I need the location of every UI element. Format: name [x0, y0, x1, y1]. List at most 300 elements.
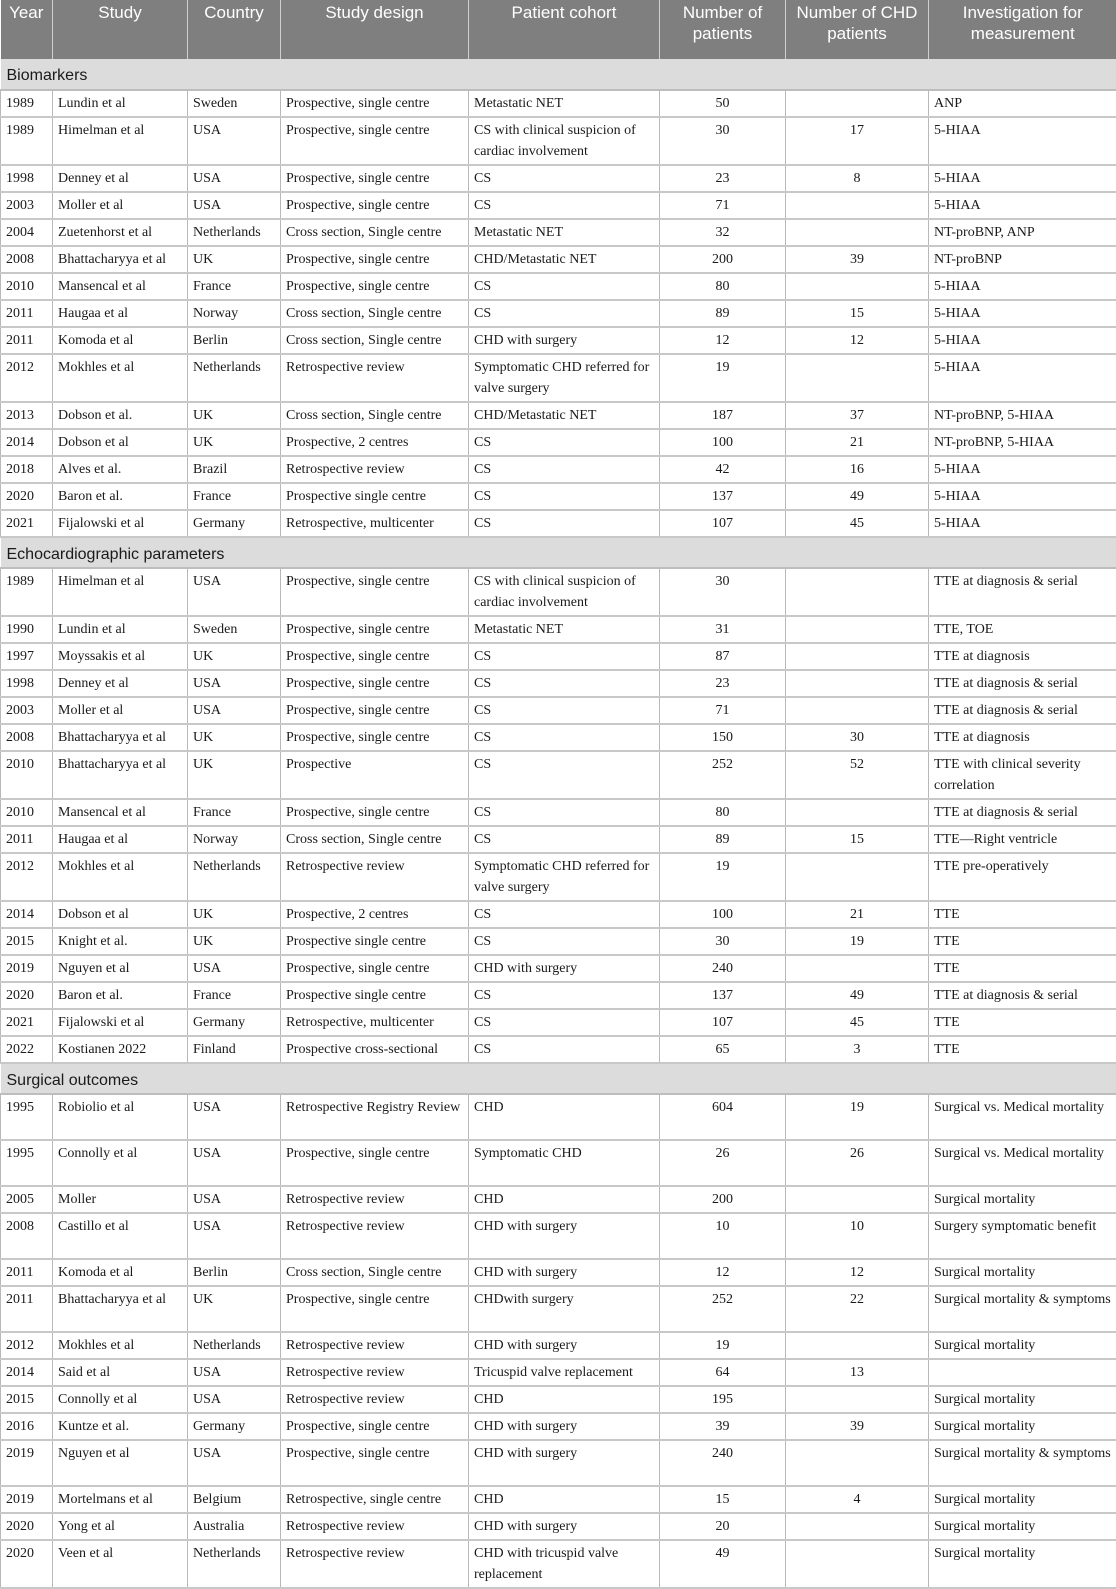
country-cell: Germany — [188, 510, 281, 537]
patients-cell: 187 — [660, 402, 786, 429]
year-cell: 2012 — [1, 1332, 53, 1359]
investigation-cell: 5-HIAA — [929, 456, 1116, 483]
patients-cell: 87 — [660, 643, 786, 670]
table-body — [1, 59, 1116, 1588]
table-row — [1, 354, 1116, 402]
study-cell: Himelman et al — [53, 117, 188, 165]
investigation-cell: Surgical vs. Medical mortality — [929, 1094, 1116, 1140]
year-cell: 1989 — [1, 117, 53, 165]
country-cell: Netherlands — [188, 1332, 281, 1359]
chd-patients-cell: 17 — [786, 117, 929, 165]
chd-patients-cell: 19 — [786, 928, 929, 955]
patients-cell: 30 — [660, 928, 786, 955]
year-cell: 1989 — [1, 568, 53, 616]
patients-cell: 20 — [660, 1513, 786, 1540]
table-row — [1, 1359, 1116, 1386]
chd-patients-cell: 19 — [786, 1094, 929, 1140]
investigation-cell: TTE at diagnosis & serial — [929, 982, 1116, 1009]
cohort-cell: CHD/Metastatic NET — [469, 246, 660, 273]
patients-cell: 49 — [660, 1540, 786, 1588]
country-cell: France — [188, 273, 281, 300]
study-cell: Lundin et al — [53, 616, 188, 643]
country-cell: USA — [188, 568, 281, 616]
table-row — [1, 853, 1116, 901]
design-cell: Prospective, single centre — [281, 670, 469, 697]
cohort-cell: CS — [469, 724, 660, 751]
investigation-cell: Surgical mortality — [929, 1332, 1116, 1359]
header-study: Study — [53, 0, 188, 59]
cohort-cell: CS with clinical suspicion of cardiac involvement — [469, 568, 660, 616]
table-row — [1, 928, 1116, 955]
table-row — [1, 1140, 1116, 1186]
year-cell: 2014 — [1, 901, 53, 928]
investigation-cell: TTE at diagnosis & serial — [929, 799, 1116, 826]
year-cell: 2011 — [1, 826, 53, 853]
country-cell: UK — [188, 928, 281, 955]
section-title: Biomarkers — [1, 59, 1116, 90]
cohort-cell: Symptomatic CHD — [469, 1140, 660, 1186]
design-cell: Retrospective, multicenter — [281, 1009, 469, 1036]
year-cell: 2014 — [1, 429, 53, 456]
study-cell: Baron et al. — [53, 982, 188, 1009]
patients-cell: 12 — [660, 327, 786, 354]
investigation-cell: TTE, TOE — [929, 616, 1116, 643]
investigation-cell: Surgical mortality & symptoms — [929, 1286, 1116, 1332]
design-cell: Prospective, 2 centres — [281, 901, 469, 928]
year-cell: 2020 — [1, 982, 53, 1009]
study-cell: Dobson et al. — [53, 402, 188, 429]
year-cell: 2003 — [1, 192, 53, 219]
country-cell: Germany — [188, 1413, 281, 1440]
patients-cell: 252 — [660, 751, 786, 799]
chd-patients-cell: 26 — [786, 1140, 929, 1186]
year-cell: 2016 — [1, 1413, 53, 1440]
table-row — [1, 429, 1116, 456]
study-cell: Mokhles et al — [53, 1332, 188, 1359]
country-cell: USA — [188, 1359, 281, 1386]
header-row — [1, 0, 1116, 59]
table-row — [1, 1094, 1116, 1140]
cohort-cell: CS — [469, 510, 660, 537]
cohort-cell: CS — [469, 192, 660, 219]
country-cell: Sweden — [188, 616, 281, 643]
chd-patients-cell: 4 — [786, 1486, 929, 1513]
chd-patients-cell — [786, 1440, 929, 1486]
cohort-cell: Symptomatic CHD referred for valve surgery — [469, 354, 660, 402]
country-cell: UK — [188, 1286, 281, 1332]
patients-cell: 32 — [660, 219, 786, 246]
patients-cell: 30 — [660, 568, 786, 616]
cohort-cell: CS — [469, 483, 660, 510]
table-row — [1, 483, 1116, 510]
table-row — [1, 1286, 1116, 1332]
patients-cell: 80 — [660, 799, 786, 826]
investigation-cell: TTE — [929, 901, 1116, 928]
table-row — [1, 901, 1116, 928]
table-row — [1, 90, 1116, 117]
investigation-cell: Surgical mortality — [929, 1259, 1116, 1286]
investigation-cell: TTE pre-operatively — [929, 853, 1116, 901]
study-cell: Himelman et al — [53, 568, 188, 616]
chd-patients-cell — [786, 616, 929, 643]
year-cell: 2018 — [1, 456, 53, 483]
cohort-cell: CS — [469, 826, 660, 853]
design-cell: Prospective single centre — [281, 982, 469, 1009]
country-cell: UK — [188, 724, 281, 751]
cohort-cell: CHD — [469, 1094, 660, 1140]
cohort-cell: Metastatic NET — [469, 219, 660, 246]
patients-cell: 19 — [660, 853, 786, 901]
table-row — [1, 1486, 1116, 1513]
year-cell: 2019 — [1, 1440, 53, 1486]
patients-cell: 26 — [660, 1140, 786, 1186]
year-cell: 2008 — [1, 1213, 53, 1259]
year-cell: 1998 — [1, 670, 53, 697]
cohort-cell: CS — [469, 456, 660, 483]
patients-cell: 252 — [660, 1286, 786, 1332]
patients-cell: 100 — [660, 429, 786, 456]
country-cell: Netherlands — [188, 853, 281, 901]
table-row — [1, 117, 1116, 165]
chd-patients-cell: 22 — [786, 1286, 929, 1332]
chd-patients-cell: 15 — [786, 826, 929, 853]
cohort-cell: CS — [469, 1036, 660, 1063]
section-title: Echocardiographic parameters — [1, 537, 1116, 568]
cohort-cell: CHD with surgery — [469, 1259, 660, 1286]
chd-patients-cell: 39 — [786, 1413, 929, 1440]
year-cell: 2020 — [1, 1540, 53, 1588]
table-row — [1, 1213, 1116, 1259]
country-cell: Germany — [188, 1009, 281, 1036]
investigation-cell: TTE — [929, 1036, 1116, 1063]
patients-cell: 23 — [660, 165, 786, 192]
table-row — [1, 1386, 1116, 1413]
study-cell: Mansencal et al — [53, 273, 188, 300]
investigation-cell: 5-HIAA — [929, 273, 1116, 300]
investigation-cell: TTE at diagnosis & serial — [929, 697, 1116, 724]
table-row — [1, 751, 1116, 799]
patients-cell: 200 — [660, 1186, 786, 1213]
year-cell: 2019 — [1, 1486, 53, 1513]
cohort-cell: CS — [469, 670, 660, 697]
table-row — [1, 1332, 1116, 1359]
investigation-cell: Surgical mortality — [929, 1486, 1116, 1513]
investigation-cell: NT-proBNP — [929, 246, 1116, 273]
country-cell: Sweden — [188, 90, 281, 117]
chd-patients-cell — [786, 354, 929, 402]
chd-patients-cell: 12 — [786, 327, 929, 354]
table-row — [1, 799, 1116, 826]
patients-cell: 39 — [660, 1413, 786, 1440]
country-cell: Berlin — [188, 327, 281, 354]
study-cell: Alves et al. — [53, 456, 188, 483]
design-cell: Retrospective review — [281, 1332, 469, 1359]
patients-cell: 31 — [660, 616, 786, 643]
table-row — [1, 510, 1116, 537]
cohort-cell: CS — [469, 751, 660, 799]
chd-patients-cell — [786, 1332, 929, 1359]
study-cell: Bhattacharyya et al — [53, 751, 188, 799]
study-cell: Connolly et al — [53, 1140, 188, 1186]
study-cell: Bhattacharyya et al — [53, 1286, 188, 1332]
cohort-cell: Metastatic NET — [469, 90, 660, 117]
patients-cell: 12 — [660, 1259, 786, 1286]
table-row — [1, 327, 1116, 354]
cohort-cell: CHD with surgery — [469, 327, 660, 354]
country-cell: USA — [188, 1186, 281, 1213]
study-cell: Kostianen 2022 — [53, 1036, 188, 1063]
country-cell: UK — [188, 246, 281, 273]
study-cell: Fijalowski et al — [53, 1009, 188, 1036]
cohort-cell: CS — [469, 697, 660, 724]
country-cell: Netherlands — [188, 354, 281, 402]
patients-cell: 80 — [660, 273, 786, 300]
year-cell: 2012 — [1, 853, 53, 901]
design-cell: Retrospective review — [281, 853, 469, 901]
patients-cell: 107 — [660, 510, 786, 537]
design-cell: Prospective, single centre — [281, 643, 469, 670]
chd-patients-cell — [786, 1513, 929, 1540]
investigation-cell: Surgical mortality — [929, 1513, 1116, 1540]
country-cell: Belgium — [188, 1486, 281, 1513]
patients-cell: 240 — [660, 955, 786, 982]
design-cell: Prospective, single centre — [281, 697, 469, 724]
investigation-cell — [929, 1359, 1116, 1386]
year-cell: 2015 — [1, 928, 53, 955]
patients-cell: 89 — [660, 300, 786, 327]
investigation-cell: TTE with clinical severity correlation — [929, 751, 1116, 799]
table-row — [1, 1259, 1116, 1286]
patients-cell: 100 — [660, 901, 786, 928]
cohort-cell: CHDwith surgery — [469, 1286, 660, 1332]
table-row — [1, 273, 1116, 300]
chd-patients-cell: 39 — [786, 246, 929, 273]
design-cell: Cross section, Single centre — [281, 1259, 469, 1286]
chd-patients-cell — [786, 853, 929, 901]
country-cell: Finland — [188, 1036, 281, 1063]
design-cell: Retrospective review — [281, 456, 469, 483]
investigation-cell: TTE — [929, 955, 1116, 982]
chd-patients-cell — [786, 273, 929, 300]
country-cell: USA — [188, 117, 281, 165]
design-cell: Prospective, single centre — [281, 616, 469, 643]
investigation-cell: TTE at diagnosis — [929, 724, 1116, 751]
design-cell: Cross section, Single centre — [281, 826, 469, 853]
table-row — [1, 1413, 1116, 1440]
patients-cell: 137 — [660, 483, 786, 510]
design-cell: Retrospective review — [281, 1386, 469, 1413]
cohort-cell: CS — [469, 799, 660, 826]
study-cell: Nguyen et al — [53, 955, 188, 982]
chd-patients-cell: 49 — [786, 982, 929, 1009]
table-row — [1, 192, 1116, 219]
table-row — [1, 300, 1116, 327]
cohort-cell: CHD with surgery — [469, 1440, 660, 1486]
design-cell: Retrospective review — [281, 1213, 469, 1259]
design-cell: Prospective, single centre — [281, 90, 469, 117]
design-cell: Prospective cross-sectional — [281, 1036, 469, 1063]
study-cell: Denney et al — [53, 165, 188, 192]
chd-patients-cell — [786, 1540, 929, 1588]
table-row — [1, 219, 1116, 246]
chd-patients-cell: 49 — [786, 483, 929, 510]
chd-patients-cell: 21 — [786, 429, 929, 456]
chd-patients-cell — [786, 799, 929, 826]
investigation-cell: TTE — [929, 1009, 1116, 1036]
section-header-row — [1, 1063, 1116, 1094]
year-cell: 1990 — [1, 616, 53, 643]
patients-cell: 71 — [660, 697, 786, 724]
investigation-cell: 5-HIAA — [929, 165, 1116, 192]
year-cell: 2010 — [1, 751, 53, 799]
country-cell: USA — [188, 1140, 281, 1186]
table-row — [1, 616, 1116, 643]
chd-patients-cell: 37 — [786, 402, 929, 429]
cohort-cell: CS — [469, 165, 660, 192]
patients-cell: 19 — [660, 354, 786, 402]
year-cell: 2020 — [1, 1513, 53, 1540]
investigation-cell: Surgical mortality — [929, 1386, 1116, 1413]
investigation-cell: Surgery symptomatic benefit — [929, 1213, 1116, 1259]
country-cell: France — [188, 483, 281, 510]
study-cell: Said et al — [53, 1359, 188, 1386]
header-number-of-patients: Number of patients — [660, 0, 786, 59]
design-cell: Prospective, single centre — [281, 117, 469, 165]
country-cell: Norway — [188, 300, 281, 327]
investigation-cell: NT-proBNP, 5-HIAA — [929, 402, 1116, 429]
year-cell: 2015 — [1, 1386, 53, 1413]
patients-cell: 200 — [660, 246, 786, 273]
study-cell: Denney et al — [53, 670, 188, 697]
study-cell: Fijalowski et al — [53, 510, 188, 537]
table-row — [1, 402, 1116, 429]
year-cell: 2022 — [1, 1036, 53, 1063]
year-cell: 1998 — [1, 165, 53, 192]
country-cell: Brazil — [188, 456, 281, 483]
chd-patients-cell: 3 — [786, 1036, 929, 1063]
chd-patients-cell: 12 — [786, 1259, 929, 1286]
cohort-cell: CHD with surgery — [469, 1332, 660, 1359]
cohort-cell: Symptomatic CHD referred for valve surgery — [469, 853, 660, 901]
cohort-cell: Metastatic NET — [469, 616, 660, 643]
investigation-cell: TTE at diagnosis & serial — [929, 670, 1116, 697]
table-row — [1, 1513, 1116, 1540]
design-cell: Prospective, single centre — [281, 568, 469, 616]
cohort-cell: CHD with surgery — [469, 1513, 660, 1540]
design-cell: Retrospective Registry Review — [281, 1094, 469, 1140]
table-row — [1, 1009, 1116, 1036]
cohort-cell: CS — [469, 901, 660, 928]
country-cell: Australia — [188, 1513, 281, 1540]
cohort-cell: CS — [469, 429, 660, 456]
design-cell: Prospective single centre — [281, 483, 469, 510]
year-cell: 1997 — [1, 643, 53, 670]
header-patient-cohort: Patient cohort — [469, 0, 660, 59]
patients-cell: 89 — [660, 826, 786, 853]
table-row — [1, 826, 1116, 853]
study-cell: Mansencal et al — [53, 799, 188, 826]
section-title: Surgical outcomes — [1, 1063, 1116, 1094]
design-cell: Cross section, Single centre — [281, 327, 469, 354]
investigation-cell: TTE at diagnosis & serial — [929, 568, 1116, 616]
year-cell: 1995 — [1, 1094, 53, 1140]
study-cell: Mokhles et al — [53, 853, 188, 901]
chd-patients-cell — [786, 1386, 929, 1413]
design-cell: Retrospective review — [281, 1540, 469, 1588]
chd-patients-cell — [786, 568, 929, 616]
design-cell: Retrospective review — [281, 1513, 469, 1540]
patients-cell: 50 — [660, 90, 786, 117]
country-cell: USA — [188, 1440, 281, 1486]
patients-cell: 65 — [660, 1036, 786, 1063]
study-cell: Connolly et al — [53, 1386, 188, 1413]
chd-patients-cell — [786, 90, 929, 117]
country-cell: USA — [188, 1213, 281, 1259]
country-cell: UK — [188, 402, 281, 429]
design-cell: Prospective, single centre — [281, 799, 469, 826]
year-cell: 2019 — [1, 955, 53, 982]
investigation-cell: 5-HIAA — [929, 510, 1116, 537]
table-row — [1, 1440, 1116, 1486]
investigation-cell: 5-HIAA — [929, 300, 1116, 327]
year-cell: 2005 — [1, 1186, 53, 1213]
cohort-cell: CS — [469, 928, 660, 955]
investigation-cell: 5-HIAA — [929, 354, 1116, 402]
country-cell: UK — [188, 751, 281, 799]
cohort-cell: CS — [469, 300, 660, 327]
study-cell: Robiolio et al — [53, 1094, 188, 1140]
cohort-cell: CS — [469, 1009, 660, 1036]
study-cell: Yong et al — [53, 1513, 188, 1540]
study-cell: Haugaa et al — [53, 300, 188, 327]
design-cell: Prospective, single centre — [281, 1440, 469, 1486]
chd-patients-cell: 8 — [786, 165, 929, 192]
chd-patients-cell — [786, 670, 929, 697]
cohort-cell: CS — [469, 982, 660, 1009]
cohort-cell: CHD with surgery — [469, 1213, 660, 1259]
year-cell: 2008 — [1, 724, 53, 751]
header-country: Country — [188, 0, 281, 59]
study-cell: Lundin et al — [53, 90, 188, 117]
chd-patients-cell: 15 — [786, 300, 929, 327]
year-cell: 2003 — [1, 697, 53, 724]
study-cell: Knight et al. — [53, 928, 188, 955]
patients-cell: 195 — [660, 1386, 786, 1413]
year-cell: 2021 — [1, 1009, 53, 1036]
design-cell: Prospective, single centre — [281, 273, 469, 300]
country-cell: UK — [188, 901, 281, 928]
patients-cell: 107 — [660, 1009, 786, 1036]
patients-cell: 64 — [660, 1359, 786, 1386]
design-cell: Retrospective review — [281, 354, 469, 402]
chd-patients-cell: 16 — [786, 456, 929, 483]
investigation-cell: Surgical mortality — [929, 1186, 1116, 1213]
year-cell: 1989 — [1, 90, 53, 117]
study-cell: Dobson et al — [53, 429, 188, 456]
design-cell: Prospective, 2 centres — [281, 429, 469, 456]
patients-cell: 71 — [660, 192, 786, 219]
country-cell: France — [188, 799, 281, 826]
header-investigation: Investigation for measurement — [929, 0, 1116, 59]
investigation-cell: 5-HIAA — [929, 483, 1116, 510]
year-cell: 2011 — [1, 327, 53, 354]
design-cell: Retrospective, multicenter — [281, 510, 469, 537]
design-cell: Retrospective, single centre — [281, 1486, 469, 1513]
country-cell: Netherlands — [188, 219, 281, 246]
country-cell: UK — [188, 643, 281, 670]
year-cell: 1995 — [1, 1140, 53, 1186]
patients-cell: 42 — [660, 456, 786, 483]
